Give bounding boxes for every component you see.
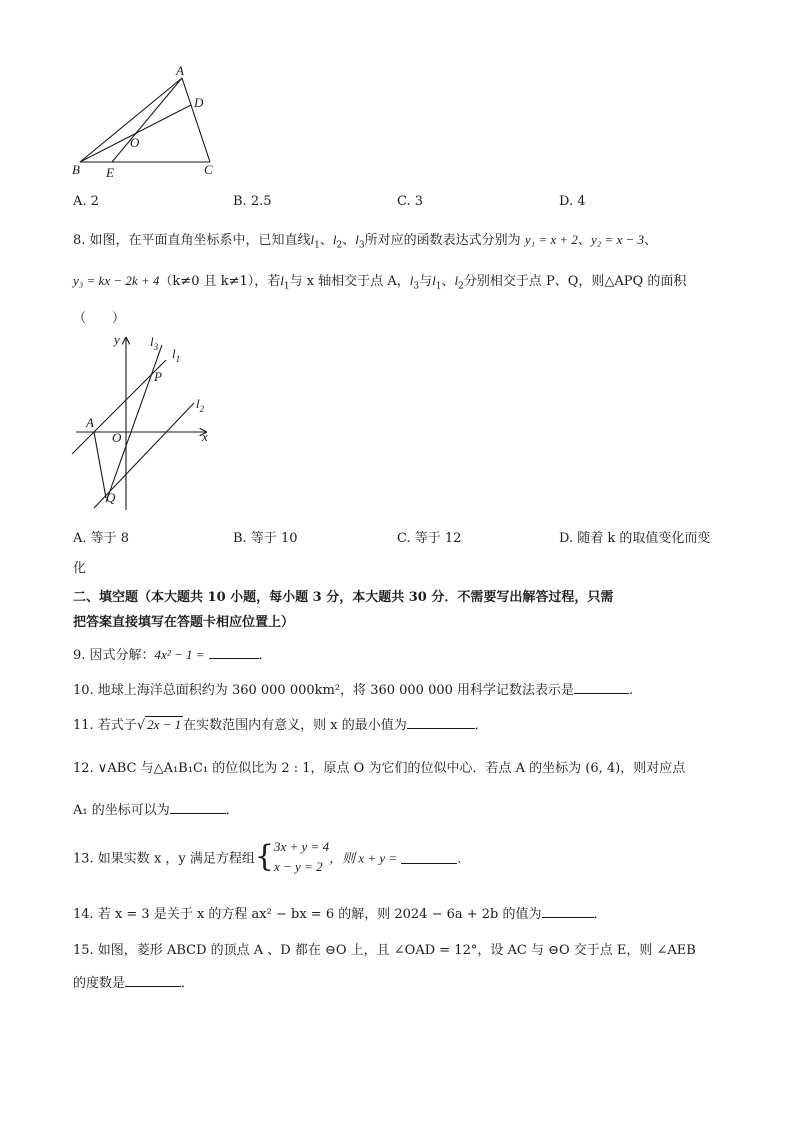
coordinate-figure-q8 <box>66 330 226 520</box>
q8-line-1: 8. 如图，在平面直角坐标系中，已知直线$l_1$、$l_2$、$l_3$所对应的函数表达式分别为 y₁ = x + 2、y₂ = x − 3、 <box>73 232 658 251</box>
q8-option-d[interactable]: D. 随着 k 的取值变化而变 <box>559 531 711 546</box>
answer-blank-11[interactable] <box>407 716 475 729</box>
label-x: x <box>202 429 208 444</box>
equation-system: 3x + y = 4 x − y = 2 <box>273 839 330 874</box>
question-10: 10. 地球上海洋总面积约为 360 000 000km²，将 360 000 000 用科学记数法表示是 . <box>73 683 634 698</box>
label-d: D <box>194 95 204 110</box>
question-15-line-1: 15. 如图，菱形 ABCD 的顶点 A 、D 都在 ⊖O 上，且 ∠OAD = 12°，设 AC 与 ⊖O 交于点 E，则 ∠AEB <box>73 943 696 958</box>
question-14: 14. 若 x = 3 是关于 x 的方程 ax² − bx = 6 的解，则 2024 − 6a + 2b 的值为 ． <box>73 907 607 922</box>
q8-option-d-continued: 化 <box>73 561 87 576</box>
label-y: y <box>114 332 120 347</box>
triangle-figure-q7 <box>66 60 226 185</box>
answer-blank-14[interactable] <box>542 905 594 918</box>
q7-option-c[interactable]: C. 3 <box>397 194 424 209</box>
answer-blank-9[interactable] <box>209 646 259 659</box>
answer-blank-15[interactable] <box>125 974 181 987</box>
label-l2: $l_2$ <box>196 396 205 414</box>
answer-blank-10[interactable] <box>574 681 629 694</box>
label-o: O <box>130 135 140 150</box>
equation-y1: y₁ = x + 2 <box>524 232 578 247</box>
label-l3: $l_3$ <box>150 334 159 352</box>
segment-ac <box>182 78 210 162</box>
q7-option-d[interactable]: D. 4 <box>559 194 586 209</box>
q7-option-b[interactable]: B. 2.5 <box>233 194 272 209</box>
question-12-line-1: 12. ∨ABC 与△A₁B₁C₁ 的位似比为 2 : 1，原点 O 为它们的位似中心．若点 A 的坐标为 (6, 4)，则对应点 <box>73 761 686 776</box>
label-p: P <box>154 369 162 384</box>
q8-option-c[interactable]: C. 等于 12 <box>397 531 462 546</box>
q8-line-2: y₃ = kx − 2k + 4（k≠0 且 k≠1），若$l_1$与 x 轴相交于点 A，$l_3$与$l_1$、$l_2$分别相交于点 P、Q，则△APQ 的面积 <box>73 273 687 292</box>
answer-blank-12[interactable] <box>170 801 226 814</box>
label-o: O <box>112 430 122 445</box>
label-a: A <box>86 415 94 430</box>
label-e: E <box>106 165 114 180</box>
label-q: Q <box>106 490 116 505</box>
q7-option-a[interactable]: A. 2 <box>73 194 99 209</box>
section-2-heading-line-2: 把答案直接填写在答题卡相应位置上） <box>73 615 295 630</box>
label-a: A <box>176 63 184 78</box>
equation-y2: y₂ = x − 3 <box>590 232 645 247</box>
question-11: 11. 若式子√ 2x − 1 在实数范围内有意义，则 x 的最小值为 ． <box>73 717 488 733</box>
question-15-line-2: 的度数是 ． <box>73 976 195 991</box>
label-b: B <box>72 162 80 177</box>
question-12-line-2: A₁ 的坐标可以为 ． <box>73 803 239 818</box>
label-c: C <box>204 162 213 177</box>
question-9: 9. 因式分解：4x² − 1 = ． <box>73 647 272 663</box>
equation-y3: y₃ = kx − 2k + 4 <box>73 273 160 288</box>
segment-aq <box>94 432 106 498</box>
answer-blank-13[interactable] <box>401 851 457 864</box>
radical-expression: 2x − 1 <box>147 717 182 732</box>
label-l1: $l_1$ <box>172 346 181 364</box>
question-13: 13. 如果实数 x ，y 满足方程组{ 3x + y = 4 x − y = 2 ，则 x + y = ． <box>73 837 470 877</box>
segment-ae <box>112 78 182 162</box>
q8-option-a[interactable]: A. 等于 8 <box>73 531 130 546</box>
q8-option-b[interactable]: B. 等于 10 <box>233 531 298 546</box>
q8-answer-paren: （ ） <box>73 311 126 326</box>
section-2-heading-line-1: 二、填空题（本大题共 10 小题，每小题 3 分，本大题共 30 分．不需要写出解答过程，只需 <box>73 590 614 605</box>
